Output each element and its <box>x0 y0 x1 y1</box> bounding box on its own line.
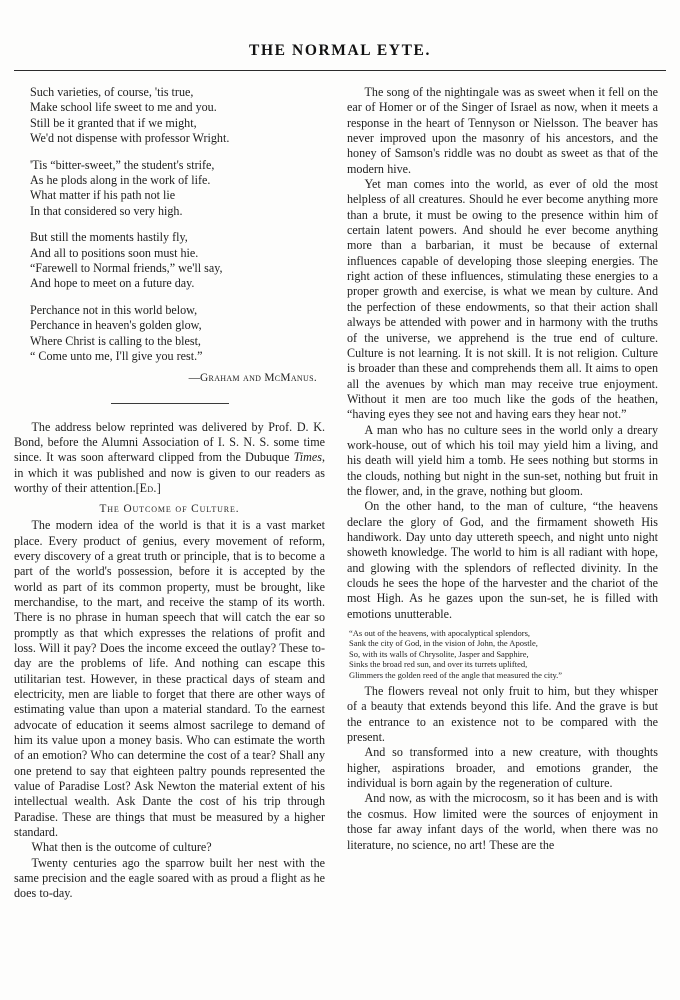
quoted-verse-line: “As out of the heavens, with apocalyptical splendors, <box>349 628 531 639</box>
poem-line: Perchance not in this world below, <box>30 302 198 317</box>
poem-line: “ Come unto me, I'll give you rest.” <box>30 349 203 364</box>
body-paragraph: The song of the nightingale was as sweet when it fell on the ear of Homer or of the Singer of Israel as now, when it meets a response in the heart of Tennyson or Nielsson. The beaver has never improved upon the masonry of his ancestors, and the honey of Samson's riddle was no doubt as sweet as that of the modern hive. <box>347 85 658 176</box>
editor-mark: Ed. <box>139 480 157 495</box>
editors-note <box>14 420 325 497</box>
poem-stanza <box>14 158 325 220</box>
publication-name: Times <box>293 450 322 465</box>
quoted-verse-block <box>347 628 658 680</box>
poem-stanza <box>14 303 325 365</box>
quoted-verse-line: So, with its walls of Chrysolite, Jasper and Sapphire, <box>349 648 529 659</box>
quoted-verse-line: Sank the city of God, in the vision of John, the Apostle, <box>349 638 538 649</box>
byline-authors: Graham and McManus. <box>200 371 317 384</box>
poem-byline <box>14 370 325 386</box>
poem-line: In that considered so very high. <box>30 203 183 218</box>
body-paragraph: What then is the outcome of culture? <box>31 840 212 855</box>
poem-line: Perchance in heaven's golden glow, <box>30 318 202 333</box>
section-heading: The Outcome of Culture. <box>99 503 240 516</box>
body-paragraph: And now, as with the microcosm, so it has been and is with the cosmus. How limited were the sources of enjoyment in those far away infant days of the world, when there was no literature, no science, no art! These are the <box>347 791 658 852</box>
quoted-verse-line: Sinks the broad red sun, and over its turrets uplifted, <box>349 659 528 670</box>
masthead <box>0 0 680 60</box>
body-paragraph: On the other hand, to the man of culture, “the heavens declare the glory of God, and the firmament showeth His handiwork. Day unto day uttereth speech, and night unto night showeth knowledge. The world to him is all radiant with hope, and glowing with the splendors of reflected divinity. In the clouds he sees the hope of the harvester and the chariot of the most High. As he gazes upon the sun-set, he is filled with emotions unutterable. <box>347 499 658 621</box>
poem-line: “Farewell to Normal friends,” we'll say, <box>30 261 223 276</box>
byline-dash: — <box>188 371 201 384</box>
page-title: THE NORMAL EYTE. <box>249 42 431 59</box>
body-paragraph: Yet man comes into the world, as ever of old the most helpless of all creatures. Should he ever become anything more than a brute, it must be owing to the presence within him of certain latent powers. And should he ever become anything more than a barbarian, it must be because of external influences capable of developing those sleeping energies. The right action of these influences, stimulating these energies to a proper growth and exercise, is what we mean by culture. And the perfection of these endowments, so that their action shall always be attended with power and in harmony with the truths of the universe, we apprehend is the true end of culture. Culture is not learning. It is not skill. It is not religion. Culture is broader than these and comprehends them all. It aims to open all the avenues by which man may receive true enjoyment. Without it men are too much like the gods of the heathen, “having eyes they see not and having ears they hear not.” <box>347 177 658 422</box>
poem-line: 'Tis “bitter-sweet,” the student's strife, <box>30 157 215 172</box>
editors-note-text-before: The address below reprinted was delivered by Prof. D. K. Bond, before the Alumni Association of I. S. N. S. some time since. It was soon afterward clipped from the Dubuque <box>14 419 325 465</box>
body-paragraph: The modern idea of the world is that it is a vast market place. Every product of genius, every movement of reform, every discovery of a great truth or principle, that is to become a part of the world's possession, before it is accepted by the world as part of its common property, must be brought, like merchandise, to the mart, and receive the stamp of its worth. There is no phrase in human speech that will catch the ear so promptly as that which expresses the relations of profit and loss. Will it pay? Does the income exceed the outlay? These to-day are the problems of life. And nothing can escape this utilitarian test. However, in these practical days of steam and electricity, men are liable to forget that there are other ways of estimating value than upon a material standard. To the earnest advocate of education it seems almost sacrilege to demand of him its value upon a money basis. Who can estimate the worth of an emotion? Who can determine the cost of a tear? Shall any one pretend to say that eighteen paltry pounds represented the value of Paradise Lost? Ask Newton the material extent of his intellectual wealth. Ask Dante the cost of his trip through Paradise. These are things that must be measured by a higher standard. <box>14 518 325 840</box>
body-paragraph: The flowers reveal not only fruit to him, but they whisper of a beauty that extends beyond this life. And the grave is but the entrance to an existence not to be compared with the present. <box>347 684 658 745</box>
body-paragraph: A man who has no culture sees in the world only a dreary work-house, out of which his toil may yield him a living, and his death will yield him a tomb. He sees nothing but storms in the clouds, nothing but night in the sun-set, nothing but fruit in the flower, and, in the grave, nothing but gloom. <box>347 422 658 498</box>
poem-stanza <box>14 85 325 147</box>
poem-line: What matter if his path not lie <box>30 188 176 203</box>
section-divider <box>111 403 229 404</box>
quoted-verse-line: Glimmers the golden reed of the angle that measured the city.” <box>349 669 563 680</box>
poem-line: Still be it granted that if we might, <box>30 115 197 130</box>
poem-line: Where Christ is calling to the blest, <box>30 333 201 348</box>
body-paragraph: And so transformed into a new creature, with thoughts higher, aspirations broader, and emotions grander, the individual is born again by the regeneration of culture. <box>347 745 658 791</box>
poem-line: Such varieties, of course, 'tis true, <box>30 85 194 99</box>
body-paragraph: Twenty centuries ago the sparrow built her nest with the same precision and the eagle soared with as proud a flight as he does to-day. <box>14 855 325 901</box>
left-column <box>14 85 325 902</box>
poem-line: And hope to meet on a future day. <box>30 276 195 291</box>
poem-line: As he plods along in the work of life. <box>30 173 211 188</box>
poem-line: And all to positions soon must hie. <box>30 245 199 260</box>
poem-line: Make school life sweet to me and you. <box>30 100 217 115</box>
two-column-layout <box>0 71 680 902</box>
poem-line: We'd not dispense with professor Wright. <box>30 131 230 146</box>
editors-note-text-end: ] <box>156 480 161 495</box>
poem-line: But still the moments hastily fly, <box>30 230 188 245</box>
right-column <box>347 85 658 902</box>
editors-note-text-after: , in which it was published and now is given to our readers as worthy of their attention.[ <box>14 450 325 495</box>
poem-stanza <box>14 230 325 292</box>
